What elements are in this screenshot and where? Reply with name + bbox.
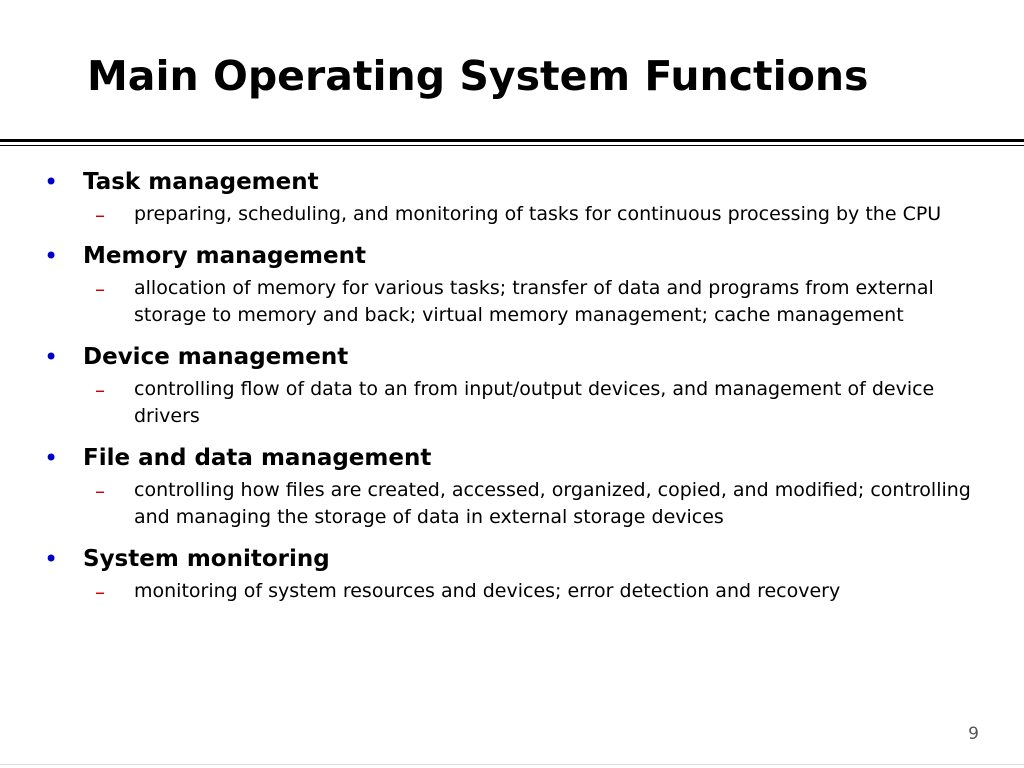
bullet-icon: • — [44, 168, 59, 196]
item-description: controlling flow of data to an from input/output devices, and management of device drivers — [134, 377, 935, 427]
item-heading: System monitoring — [83, 545, 330, 572]
dash-icon: – — [95, 478, 105, 503]
list-item-file-and-data-management — [0, 440, 1024, 532]
list-item-system-monitoring — [0, 541, 1024, 606]
item-heading: Task management — [83, 169, 319, 195]
list-item-memory-management — [0, 238, 1024, 330]
title-divider-thick — [0, 139, 1024, 142]
dash-icon: – — [95, 203, 105, 227]
bullet-list — [0, 164, 1024, 614]
sub-item — [0, 201, 1024, 229]
item-description: preparing, scheduling, and monitoring of tasks for continuous processing by the CPU — [134, 203, 942, 225]
bullet-icon: • — [44, 342, 59, 371]
item-description: controlling how files are created, accessed, organized, copied, and modified; controlling and managing the storage of data in external storage devices — [134, 478, 971, 528]
sub-item — [0, 477, 1024, 532]
slide-title: Main Operating System Functions — [87, 52, 869, 100]
sub-item — [0, 376, 1024, 431]
item-description: monitoring of system resources and devices; error detection and recovery — [134, 579, 841, 602]
dash-icon: – — [95, 377, 105, 402]
bullet-icon: • — [44, 544, 59, 573]
sub-item — [0, 275, 1024, 330]
sub-item — [0, 578, 1024, 606]
bullet-icon: • — [44, 241, 59, 270]
item-heading: Device management — [83, 343, 349, 370]
dash-icon: – — [95, 276, 105, 301]
footer-divider — [0, 764, 1024, 765]
dash-icon: – — [95, 579, 105, 604]
title-divider-thin — [0, 145, 1024, 146]
list-item-device-management — [0, 339, 1024, 431]
bullet-icon: • — [44, 443, 59, 472]
item-description: allocation of memory for various tasks; transfer of data and programs from external storage to memory and back; virtual memory management; cache management — [134, 276, 934, 326]
item-heading: File and data management — [83, 444, 432, 471]
page-number: 9 — [968, 724, 979, 744]
list-item-task-management — [0, 164, 1024, 229]
item-heading: Memory management — [83, 242, 366, 269]
